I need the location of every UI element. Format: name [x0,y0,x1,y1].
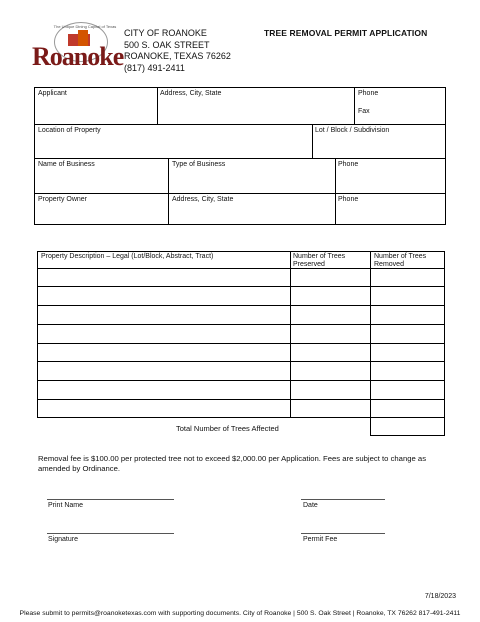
col-header-line: Removed [374,261,404,268]
property-location-field[interactable]: Location of Property [38,127,101,134]
col-divider [290,251,291,418]
signature-line[interactable] [47,533,174,534]
org-phone: (817) 491-2411 [124,62,185,73]
col-divider [168,158,169,225]
applicant-fax-field[interactable]: Fax [358,108,370,115]
org-name: CITY OF ROANOKE [124,28,207,38]
col-header-trees-removed [374,253,426,269]
table-row[interactable] [37,343,445,344]
applicant-info-table [34,87,446,225]
table-row[interactable] [37,399,445,400]
table-row[interactable] [37,324,445,325]
table-row[interactable] [37,305,445,306]
col-header-line: Preserved [293,261,325,268]
permit-fee-line[interactable] [301,533,385,534]
submission-footer: Please submit to permits@roanoketexas.com with supporting documents. City of Roanoke | 500 S. Oak Street | Roanoke, TX 76262 817-491-2411 [19,610,461,617]
form-title: TREE REMOVAL PERMIT APPLICATION [264,28,428,38]
fee-notice: Removal fee is $100.00 per protected tree not to exceed $2,000.00 per Application. Fees are subject to change as amended by Ordinance. [38,454,427,473]
city-logo [32,22,124,72]
col-header-trees-preserved [293,253,345,269]
owner-phone-field[interactable]: Phone [338,196,359,203]
date-label: Date [303,502,318,509]
owner-address-field[interactable]: Address, City, State [172,196,234,203]
lot-block-field[interactable]: Lot / Block / Subdivision [315,127,390,134]
applicant-address-field[interactable]: Address, City, State [160,90,222,97]
row-divider [34,124,446,125]
col-divider [444,418,445,435]
col-divider [312,124,313,158]
date-line[interactable] [301,499,385,500]
col-divider [335,158,336,225]
col-header-property-description: Property Description – Legal (Lot/Block, Abstract, Tract) [41,253,214,260]
row-divider [370,435,445,436]
trees-table [37,251,445,418]
print-name-line[interactable] [47,499,174,500]
applicant-phone-field[interactable]: Phone [358,90,379,97]
total-trees-label: Total Number of Trees Affected [176,424,279,433]
logo-wordmark: Roanoke [32,42,124,71]
city-address-block [124,28,231,74]
applicant-field[interactable]: Applicant [38,90,67,97]
row-divider [34,193,446,194]
table-row[interactable] [37,286,445,287]
org-street: 500 S. OAK STREET [124,39,210,50]
permit-fee-label: Permit Fee [303,536,338,543]
property-owner-field[interactable]: Property Owner [38,196,88,203]
print-name-label: Print Name [48,502,84,509]
table-row[interactable] [37,361,445,362]
col-divider [157,87,158,124]
business-phone-field[interactable]: Phone [338,161,359,168]
col-divider [354,87,355,124]
logo-tagline: The Unique Dining Capital of Texas [53,24,117,29]
col-header-line: Number of Trees [374,253,427,260]
table-row[interactable] [37,380,445,381]
row-divider [34,158,446,159]
org-city: ROANOKE, TEXAS 76262 [124,51,231,61]
revision-date: 7/18/2023 [424,593,456,600]
business-name-field[interactable]: Name of Business [38,161,95,168]
signature-label: Signature [48,536,78,543]
business-type-field[interactable]: Type of Business [172,161,226,168]
col-header-line: Number of Trees [293,253,346,260]
